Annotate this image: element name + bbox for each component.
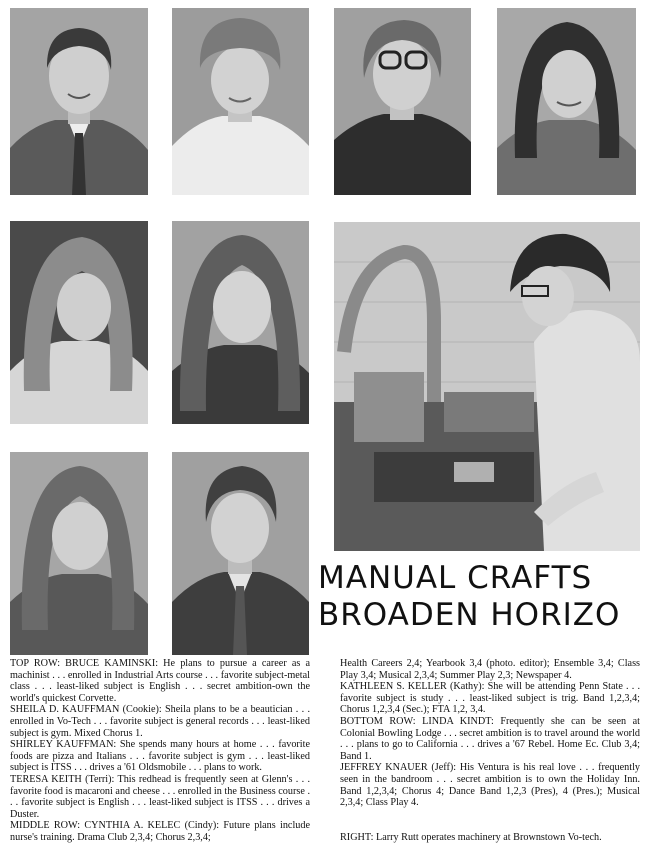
portrait-5-image <box>10 221 148 424</box>
bio-kelec-continued: Health Careers 2,4; Yearbook 3,4 (photo. editor); Ensemble 3,4; Class Play 3,4; Musical 2,3,4; Summer Play 2,3; Newspaper 4. <box>340 658 640 681</box>
portrait-1 <box>10 8 148 195</box>
portrait-8 <box>172 452 309 655</box>
portrait-7 <box>10 452 148 655</box>
bio-knauer: JEFFREY KNAUER (Jeff): His Ventura is his real love . . . frequently seen in the bandroom . . . secret ambition is to own the Holiday Inn. Band 1,2,3,4; Chorus 4; Dance Band 1,2,3 (Pres), 4 (Pres.); Musical 2,3,4; Class Play 4. <box>340 762 640 809</box>
portrait-2 <box>172 8 309 195</box>
portrait-4-image <box>497 8 636 195</box>
bio-top-row-kaminski: TOP ROW: BRUCE KAMINSKI: He plans to pursue a career as a machinist . . . enrolled in Industrial Arts course . . . favorite subject-metal class . . . least-liked subject is English . . . secret ambition-own the world's quickest Corvette. <box>10 658 310 704</box>
portrait-7-image <box>10 452 148 655</box>
bios-right-column <box>340 658 640 809</box>
portrait-8-image <box>172 452 309 655</box>
machinery-photo-image <box>334 222 640 551</box>
portrait-4 <box>497 8 636 195</box>
bio-kauffman-sheila: SHEILA D. KAUFFMAN (Cookie): Sheila plans to be a beautician . . . enrolled in Vo-Tech . . . favorite subject is general records . . . least-liked subject is gym. Mixed Chorus 1. <box>10 704 310 739</box>
machinery-photo <box>334 222 640 551</box>
portrait-1-image <box>10 8 148 195</box>
bios-left-column <box>10 658 310 844</box>
bio-keller: KATHLEEN S. KELLER (Kathy): She will be attending Penn State . . . favorite subject is study . . . least-liked subject is trig. Band 1,2,3,4; Chorus 1,2,3,4 (Sec.); FTA 1,2, 3,4. <box>340 681 640 716</box>
portrait-5 <box>10 221 148 424</box>
portrait-6-image <box>172 221 309 424</box>
portrait-2-image <box>172 8 309 195</box>
headline-line-1: MANUAL CRAFTS <box>318 560 593 596</box>
bio-keith: TERESA KEITH (Terri): This redhead is frequently seen at Glenn's . . . favorite food is macaroni and cheese . . . enrolled in the Business course . . . favorite subject is English . . . least-liked subject is ITSS . . . drives a Duster. <box>10 773 310 820</box>
bio-middle-row-kelec: MIDDLE ROW: CYNTHIA A. KELEC (Cindy): Future plans include nurse's training. Drama Club 2,3,4; Chorus 2,3,4; <box>10 820 310 843</box>
bio-kauffman-shirley: SHIRLEY KAUFFMAN: She spends many hours at home . . . favorite foods are pizza and Italians . . . favorite subject is gym . . . least-liked subject is ITSS . . . drives a '61 Oldsmobile . . . plans to work. <box>10 739 310 774</box>
portrait-6 <box>172 221 309 424</box>
portrait-3 <box>334 8 471 195</box>
portrait-3-image <box>334 8 471 195</box>
bio-bottom-row-kindt: BOTTOM ROW: LINDA KINDT: Frequently she can be seen at Colonial Bowling Lodge . . . secret ambition is to travel around the world . . . plans to go to California . . . drives a '67 Rebel. Home Ec. Club 3,4; Band 1. <box>340 715 640 762</box>
photo-caption: RIGHT: Larry Rutt operates machinery at Brownstown Vo-tech. <box>340 832 602 843</box>
headline-line-2: BROADEN HORIZO <box>318 597 621 633</box>
